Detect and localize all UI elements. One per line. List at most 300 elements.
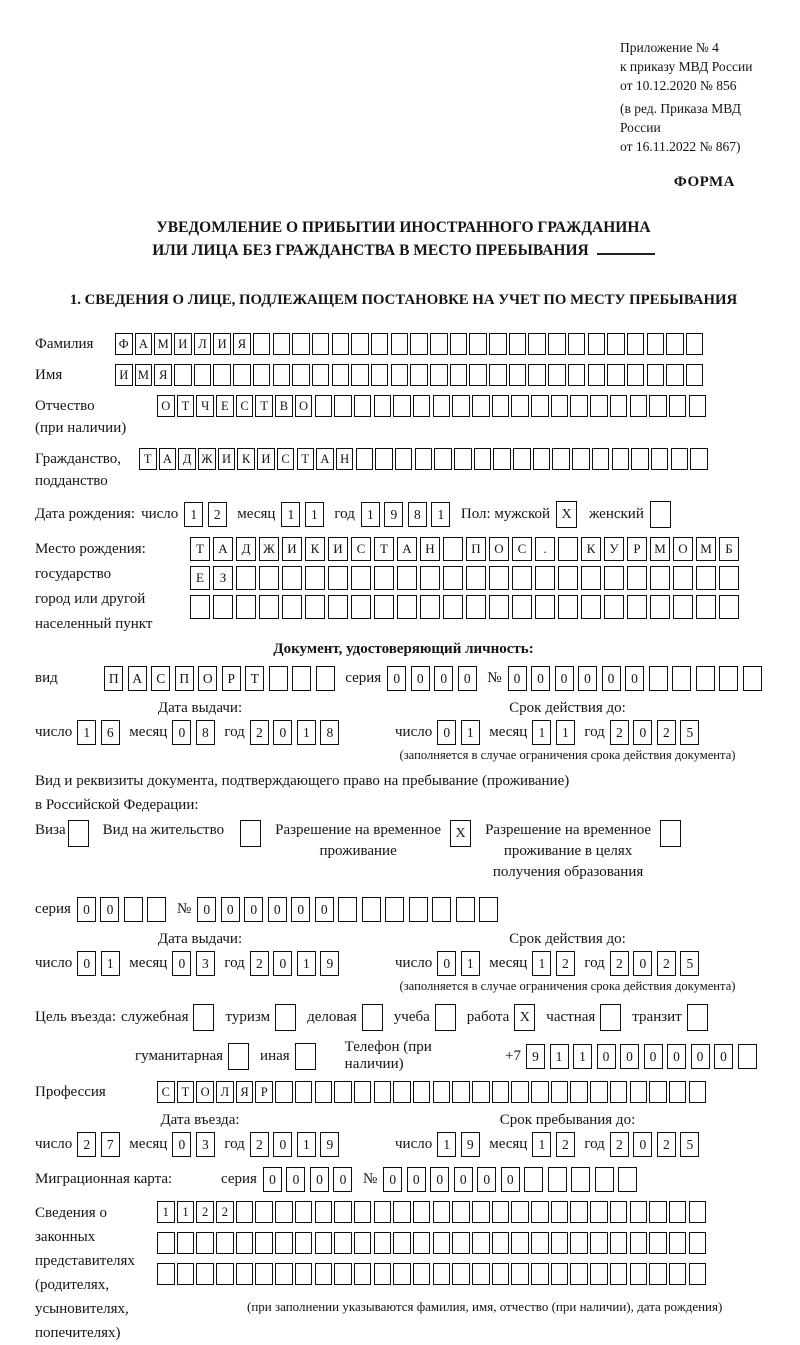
char-box[interactable]: Т (177, 395, 195, 417)
char-box[interactable]: Я (236, 1081, 254, 1103)
char-box[interactable]: 6 (101, 720, 120, 745)
char-box[interactable] (472, 395, 490, 417)
char-box[interactable] (374, 1263, 392, 1285)
char-box[interactable]: О (673, 537, 693, 561)
char-box[interactable] (630, 1263, 648, 1285)
char-box[interactable]: С (277, 448, 295, 470)
char-box[interactable] (282, 566, 302, 590)
char-box[interactable] (551, 1081, 569, 1103)
char-box[interactable] (213, 595, 233, 619)
purpose-tourism-checkbox[interactable] (275, 1004, 296, 1031)
char-box[interactable] (590, 395, 608, 417)
char-box[interactable]: 0 (387, 666, 406, 691)
char-box[interactable] (374, 566, 394, 590)
char-box[interactable] (472, 1201, 490, 1223)
char-box[interactable]: 0 (555, 666, 574, 691)
char-box[interactable]: Д (178, 448, 196, 470)
char-box[interactable] (430, 364, 448, 386)
char-box[interactable]: 0 (597, 1044, 616, 1069)
char-box[interactable] (193, 1004, 214, 1031)
entry-day-input[interactable] (77, 1132, 124, 1157)
char-box[interactable] (600, 1004, 621, 1031)
char-box[interactable]: 2 (250, 720, 269, 745)
purpose-study-checkbox[interactable] (435, 1004, 456, 1031)
char-box[interactable] (687, 1004, 708, 1031)
char-box[interactable] (568, 333, 586, 355)
char-box[interactable]: 1 (101, 951, 120, 976)
char-box[interactable]: И (257, 448, 275, 470)
char-box[interactable] (432, 897, 451, 922)
char-box[interactable] (472, 1263, 490, 1285)
char-box[interactable] (590, 1201, 608, 1223)
char-box[interactable]: 0 (508, 666, 527, 691)
char-box[interactable]: К (305, 537, 325, 561)
char-box[interactable] (351, 566, 371, 590)
char-box[interactable]: Л (194, 333, 212, 355)
char-box[interactable]: 0 (172, 720, 191, 745)
char-box[interactable] (528, 333, 546, 355)
char-box[interactable]: 0 (221, 897, 240, 922)
char-box[interactable] (669, 1232, 687, 1254)
char-box[interactable] (719, 666, 738, 691)
char-box[interactable] (696, 566, 716, 590)
char-box[interactable]: 2 (610, 1132, 629, 1157)
char-box[interactable] (374, 595, 394, 619)
char-box[interactable] (492, 1081, 510, 1103)
char-box[interactable] (213, 364, 231, 386)
char-box[interactable] (647, 333, 665, 355)
char-box[interactable] (452, 1263, 470, 1285)
residence-issue-year-input[interactable] (250, 951, 344, 976)
char-box[interactable] (275, 1201, 293, 1223)
char-box[interactable] (374, 1201, 392, 1223)
char-box[interactable] (610, 1263, 628, 1285)
char-box[interactable] (610, 1232, 628, 1254)
char-box[interactable] (371, 364, 389, 386)
char-box[interactable] (433, 1263, 451, 1285)
char-box[interactable]: Т (297, 448, 315, 470)
purpose-work-checkbox[interactable] (514, 1004, 535, 1031)
char-box[interactable]: 0 (714, 1044, 733, 1069)
char-box[interactable] (275, 1263, 293, 1285)
char-box[interactable] (558, 537, 578, 561)
char-box[interactable]: 0 (633, 720, 652, 745)
char-box[interactable] (443, 566, 463, 590)
char-box[interactable] (413, 1081, 431, 1103)
purpose-business-checkbox[interactable] (362, 1004, 383, 1031)
char-box[interactable] (305, 595, 325, 619)
char-box[interactable] (315, 1232, 333, 1254)
char-box[interactable] (649, 666, 668, 691)
char-box[interactable] (315, 1081, 333, 1103)
char-box[interactable] (305, 566, 325, 590)
char-box[interactable] (362, 897, 381, 922)
doc-type-input[interactable] (104, 666, 339, 691)
char-box[interactable] (570, 1081, 588, 1103)
char-box[interactable] (351, 595, 371, 619)
char-box[interactable]: 2 (556, 951, 575, 976)
char-box[interactable]: Н (420, 537, 440, 561)
char-box[interactable] (489, 566, 509, 590)
char-box[interactable] (328, 595, 348, 619)
char-box[interactable] (259, 566, 279, 590)
char-box[interactable] (669, 1201, 687, 1223)
char-box[interactable] (548, 333, 566, 355)
char-box[interactable] (607, 364, 625, 386)
char-box[interactable]: 1 (532, 951, 551, 976)
char-box[interactable]: Д (236, 537, 256, 561)
char-box[interactable] (592, 448, 610, 470)
char-box[interactable]: 1 (461, 951, 480, 976)
char-box[interactable] (362, 1004, 383, 1031)
char-box[interactable]: П (175, 666, 194, 691)
char-box[interactable]: 1 (297, 720, 316, 745)
char-box[interactable]: 5 (680, 720, 699, 745)
char-box[interactable] (649, 1201, 667, 1223)
char-box[interactable] (492, 1263, 510, 1285)
char-box[interactable] (443, 595, 463, 619)
char-box[interactable]: 9 (320, 1132, 339, 1157)
identity-issue-month-input[interactable] (172, 720, 219, 745)
purpose-other-checkbox[interactable] (295, 1043, 316, 1070)
char-box[interactable]: 1 (305, 502, 324, 527)
char-box[interactable] (570, 1232, 588, 1254)
char-box[interactable] (590, 1263, 608, 1285)
char-box[interactable] (492, 395, 510, 417)
char-box[interactable]: О (198, 666, 217, 691)
char-box[interactable] (618, 1167, 637, 1192)
char-box[interactable] (236, 1201, 254, 1223)
char-box[interactable] (528, 364, 546, 386)
char-box[interactable] (410, 364, 428, 386)
char-box[interactable] (686, 333, 704, 355)
char-box[interactable]: Ж (259, 537, 279, 561)
char-box[interactable] (489, 333, 507, 355)
char-box[interactable]: 3 (196, 951, 215, 976)
char-box[interactable] (469, 364, 487, 386)
char-box[interactable] (174, 364, 192, 386)
char-box[interactable] (651, 448, 669, 470)
char-box[interactable]: А (159, 448, 177, 470)
birth-month-input[interactable] (281, 502, 328, 527)
char-box[interactable] (409, 897, 428, 922)
char-box[interactable] (452, 395, 470, 417)
char-box[interactable]: 2 (208, 502, 227, 527)
char-box[interactable]: Т (374, 537, 394, 561)
char-box[interactable]: 0 (197, 897, 216, 922)
char-box[interactable] (275, 1004, 296, 1031)
char-box[interactable]: 2 (196, 1201, 214, 1223)
char-box[interactable] (531, 1263, 549, 1285)
char-box[interactable] (630, 1201, 648, 1223)
char-box[interactable]: 2 (610, 951, 629, 976)
char-box[interactable]: 1 (361, 502, 380, 527)
char-box[interactable]: 0 (633, 1132, 652, 1157)
identity-issue-day-input[interactable] (77, 720, 124, 745)
char-box[interactable]: П (466, 537, 486, 561)
char-box[interactable]: 1 (461, 720, 480, 745)
char-box[interactable] (393, 1081, 411, 1103)
char-box[interactable] (433, 395, 451, 417)
char-box[interactable] (435, 1004, 456, 1031)
char-box[interactable]: 2 (610, 720, 629, 745)
char-box[interactable] (535, 566, 555, 590)
char-box[interactable] (489, 595, 509, 619)
char-box[interactable] (253, 364, 271, 386)
char-box[interactable]: 1 (573, 1044, 592, 1069)
char-box[interactable]: 0 (411, 666, 430, 691)
char-box[interactable]: 0 (625, 666, 644, 691)
char-box[interactable]: О (196, 1081, 214, 1103)
char-box[interactable]: 0 (454, 1167, 473, 1192)
gender-female-checkbox[interactable] (650, 501, 671, 528)
identity-issue-year-input[interactable] (250, 720, 344, 745)
char-box[interactable]: . (535, 537, 555, 561)
char-box[interactable]: 2 (216, 1201, 234, 1223)
char-box[interactable]: 0 (77, 951, 96, 976)
char-box[interactable]: 3 (196, 1132, 215, 1157)
char-box[interactable]: С (512, 537, 532, 561)
char-box[interactable] (630, 1081, 648, 1103)
char-box[interactable]: 2 (77, 1132, 96, 1157)
char-box[interactable]: А (135, 333, 153, 355)
char-box[interactable]: 0 (383, 1167, 402, 1192)
char-box[interactable]: 2 (657, 720, 676, 745)
char-box[interactable]: 0 (172, 951, 191, 976)
char-box[interactable] (533, 448, 551, 470)
char-box[interactable] (511, 1263, 529, 1285)
char-box[interactable]: 0 (430, 1167, 449, 1192)
char-box[interactable]: Р (255, 1081, 273, 1103)
char-box[interactable]: 0 (620, 1044, 639, 1069)
char-box[interactable] (315, 1201, 333, 1223)
char-box[interactable]: Р (627, 537, 647, 561)
char-box[interactable]: Е (190, 566, 210, 590)
char-box[interactable]: 8 (408, 502, 427, 527)
char-box[interactable] (581, 566, 601, 590)
char-box[interactable] (315, 395, 333, 417)
char-box[interactable] (433, 1232, 451, 1254)
char-box[interactable] (391, 333, 409, 355)
char-box[interactable]: 0 (310, 1167, 329, 1192)
char-box[interactable] (689, 1232, 707, 1254)
char-box[interactable]: 0 (77, 897, 96, 922)
char-box[interactable]: И (115, 364, 133, 386)
residence-series-input[interactable] (77, 897, 171, 922)
char-box[interactable] (572, 448, 590, 470)
firstname-input[interactable] (115, 364, 706, 386)
char-box[interactable] (671, 448, 689, 470)
char-box[interactable]: 0 (633, 951, 652, 976)
char-box[interactable] (236, 1232, 254, 1254)
char-box[interactable] (177, 1232, 195, 1254)
char-box[interactable]: Т (139, 448, 157, 470)
char-box[interactable]: 0 (531, 666, 550, 691)
char-box[interactable] (512, 595, 532, 619)
char-box[interactable] (295, 1081, 313, 1103)
char-box[interactable] (334, 1081, 352, 1103)
char-box[interactable] (630, 1232, 648, 1254)
char-box[interactable] (452, 1201, 470, 1223)
char-box[interactable]: М (154, 333, 172, 355)
char-box[interactable] (568, 364, 586, 386)
char-box[interactable] (627, 566, 647, 590)
char-box[interactable]: 0 (602, 666, 621, 691)
char-box[interactable]: 0 (477, 1167, 496, 1192)
char-box[interactable] (531, 1232, 549, 1254)
temp-residence-education-checkbox[interactable] (660, 820, 681, 847)
char-box[interactable] (630, 395, 648, 417)
char-box[interactable] (328, 566, 348, 590)
char-box[interactable] (295, 1263, 313, 1285)
char-box[interactable]: О (295, 395, 313, 417)
char-box[interactable]: 1 (281, 502, 300, 527)
char-box[interactable]: 0 (333, 1167, 352, 1192)
char-box[interactable] (273, 364, 291, 386)
char-box[interactable]: 2 (250, 951, 269, 976)
char-box[interactable] (334, 1201, 352, 1223)
purpose-transit-checkbox[interactable] (687, 1004, 708, 1031)
char-box[interactable] (604, 566, 624, 590)
char-box[interactable]: Ф (115, 333, 133, 355)
char-box[interactable]: Т (255, 395, 273, 417)
char-box[interactable] (673, 566, 693, 590)
char-box[interactable]: 5 (680, 1132, 699, 1157)
char-box[interactable] (686, 364, 704, 386)
char-box[interactable] (216, 1232, 234, 1254)
char-box[interactable] (295, 1043, 316, 1070)
char-box[interactable]: Р (222, 666, 241, 691)
char-box[interactable] (531, 1201, 549, 1223)
char-box[interactable] (696, 666, 715, 691)
char-box[interactable]: С (236, 395, 254, 417)
char-box[interactable] (356, 448, 374, 470)
char-box[interactable]: 0 (434, 666, 453, 691)
char-box[interactable] (469, 333, 487, 355)
char-box[interactable] (450, 333, 468, 355)
profession-input[interactable] (157, 1081, 708, 1103)
char-box[interactable] (570, 1201, 588, 1223)
char-box[interactable] (371, 333, 389, 355)
char-box[interactable]: О (489, 537, 509, 561)
char-box[interactable] (393, 1263, 411, 1285)
char-box[interactable] (511, 1232, 529, 1254)
residence-valid-month-input[interactable] (532, 951, 579, 976)
char-box[interactable] (255, 1201, 273, 1223)
char-box[interactable] (581, 595, 601, 619)
char-box[interactable]: 0 (268, 897, 287, 922)
char-box[interactable]: И (328, 537, 348, 561)
char-box[interactable]: М (135, 364, 153, 386)
char-box[interactable]: Т (177, 1081, 195, 1103)
char-box[interactable]: X (556, 501, 577, 528)
char-box[interactable] (627, 364, 645, 386)
char-box[interactable] (393, 1232, 411, 1254)
char-box[interactable] (647, 364, 665, 386)
char-box[interactable] (196, 1263, 214, 1285)
purpose-private-checkbox[interactable] (600, 1004, 621, 1031)
char-box[interactable]: А (128, 666, 147, 691)
char-box[interactable]: 9 (526, 1044, 545, 1069)
char-box[interactable]: З (213, 566, 233, 590)
char-box[interactable] (397, 566, 417, 590)
phone-input[interactable] (526, 1044, 761, 1069)
char-box[interactable] (513, 448, 531, 470)
char-box[interactable] (275, 1232, 293, 1254)
char-box[interactable] (689, 1201, 707, 1223)
char-box[interactable] (604, 595, 624, 619)
char-box[interactable]: 1 (532, 1132, 551, 1157)
char-box[interactable] (420, 566, 440, 590)
char-box[interactable] (413, 1201, 431, 1223)
char-box[interactable]: 0 (286, 1167, 305, 1192)
char-box[interactable] (570, 1263, 588, 1285)
char-box[interactable] (375, 448, 393, 470)
visa-checkbox[interactable] (68, 820, 89, 847)
char-box[interactable] (558, 566, 578, 590)
char-box[interactable]: 0 (273, 720, 292, 745)
char-box[interactable] (588, 364, 606, 386)
identity-valid-year-input[interactable] (610, 720, 704, 745)
char-box[interactable]: С (351, 537, 371, 561)
char-box[interactable] (393, 395, 411, 417)
char-box[interactable]: И (282, 537, 302, 561)
char-box[interactable] (650, 501, 671, 528)
char-box[interactable]: 0 (273, 1132, 292, 1157)
char-box[interactable] (650, 595, 670, 619)
char-box[interactable]: О (157, 395, 175, 417)
char-box[interactable] (649, 1081, 667, 1103)
char-box[interactable] (255, 1263, 273, 1285)
char-box[interactable] (413, 395, 431, 417)
char-box[interactable] (354, 1201, 372, 1223)
char-box[interactable] (385, 897, 404, 922)
char-box[interactable] (631, 448, 649, 470)
char-box[interactable] (548, 364, 566, 386)
char-box[interactable] (413, 1263, 431, 1285)
char-box[interactable] (719, 595, 739, 619)
char-box[interactable] (351, 333, 369, 355)
patronymic-input[interactable] (157, 395, 708, 417)
char-box[interactable] (551, 1232, 569, 1254)
char-box[interactable]: 0 (501, 1167, 520, 1192)
char-box[interactable]: X (450, 820, 471, 847)
char-box[interactable]: У (604, 537, 624, 561)
char-box[interactable]: 1 (431, 502, 450, 527)
char-box[interactable]: 1 (556, 720, 575, 745)
char-box[interactable] (493, 448, 511, 470)
char-box[interactable] (316, 666, 335, 691)
residence-permit-checkbox[interactable] (240, 820, 261, 847)
char-box[interactable] (295, 1201, 313, 1223)
char-box[interactable] (531, 1081, 549, 1103)
purpose-humanitarian-checkbox[interactable] (228, 1043, 249, 1070)
char-box[interactable]: 1 (532, 720, 551, 745)
char-box[interactable] (157, 1232, 175, 1254)
char-box[interactable] (216, 1263, 234, 1285)
char-box[interactable]: X (514, 1004, 535, 1031)
char-box[interactable] (669, 1081, 687, 1103)
birthplace-row2-input[interactable] (190, 566, 742, 590)
birthplace-row1-input[interactable] (190, 537, 742, 561)
entry-year-input[interactable] (250, 1132, 344, 1157)
char-box[interactable] (743, 666, 762, 691)
char-box[interactable] (410, 333, 428, 355)
char-box[interactable]: Т (245, 666, 264, 691)
char-box[interactable] (474, 448, 492, 470)
identity-valid-month-input[interactable] (532, 720, 579, 745)
char-box[interactable] (334, 395, 352, 417)
